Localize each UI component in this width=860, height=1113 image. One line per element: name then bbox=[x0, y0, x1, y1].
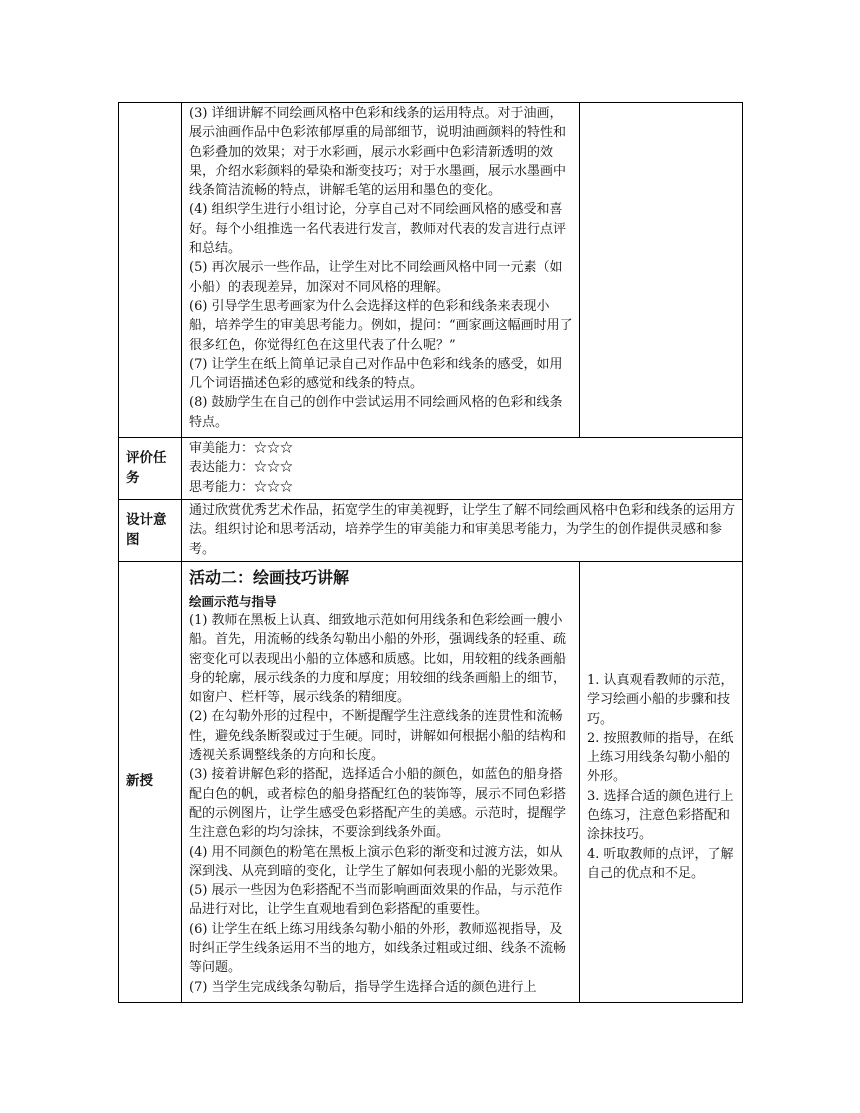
evaluation-item: 表达能力：☆☆☆ bbox=[189, 460, 294, 476]
new-lesson-label: 新授 bbox=[119, 562, 182, 1003]
lesson-plan-table bbox=[118, 102, 743, 1003]
student-step: 4. 听取教师的点评，了解自己的优点和不足。 bbox=[587, 846, 734, 881]
evaluation-cell bbox=[182, 438, 743, 500]
list-item: (7) 让学生在纸上简单记录自己对作品中色彩和线条的感受，如用几个词语描述色彩的感觉和线条的特点。 bbox=[189, 356, 563, 392]
list-item: (5) 再次展示一些作品，让学生对比不同绘画风格中同一元素（如小船）的表现差异，加深对不同风格的理解。 bbox=[189, 260, 563, 295]
list-item: (7) 当学生完成线条勾勒后，指导学生选择合适的颜色进行上 bbox=[189, 979, 537, 995]
table-row-design-intent bbox=[119, 500, 743, 562]
list-item: (2) 在勾勒外形的过程中，不断提醒学生注意线条的连贯性和流畅性，避免线条断裂或过于生硬。同时，讲解如何根据小船的结构和透视关系调整线条的方向和长度。 bbox=[189, 709, 567, 764]
evaluation-item: 思考能力：☆☆☆ bbox=[189, 479, 294, 495]
table-row-new-lesson bbox=[119, 562, 743, 1003]
list-item: (8) 鼓励学生在自己的创作中尝试运用不同绘画风格的色彩和线条特点。 bbox=[189, 395, 563, 430]
table-row-evaluation bbox=[119, 438, 743, 500]
design-intent-cell bbox=[182, 500, 743, 562]
list-item: (6) 让学生在纸上练习用线条勾勒小船的外形，教师巡视指导，及时纠正学生线条运用不当的地方，如线条过粗或过细、线条不流畅等问题。 bbox=[189, 921, 567, 976]
list-item: (4) 组织学生进行小组讨论，分享自己对不同绘画风格的感受和喜好。每个小组推选一名代表进行发言，教师对代表的发言进行点评和总结。 bbox=[189, 202, 567, 257]
activity-title: 活动二：绘画技巧讲解 bbox=[189, 568, 350, 587]
student-step: 2. 按照教师的指导，在纸上练习用线条勾勒小船的外形。 bbox=[587, 730, 734, 785]
evaluation-label: 评价任务 bbox=[119, 438, 182, 500]
list-item: (4) 用不同颜色的粉笔在黑板上演示色彩的渐变和过渡方法，如从深到浅、从亮到暗的变化，让学生了解如何表现小船的光影效果。 bbox=[189, 844, 567, 879]
list-item: (6) 引导学生思考画家为什么会选择这样的色彩和线条来表现小船，培养学生的审美思考能力。例如，提问：“画家画这幅画时用了很多红色，你觉得红色在这里代表了什么呢？” bbox=[189, 298, 573, 353]
evaluation-item: 审美能力：☆☆☆ bbox=[189, 441, 294, 456]
student-step: 1. 认真观看教师的示范，学习绘画小船的步骤和技巧。 bbox=[587, 673, 734, 727]
teacher-activity-cell bbox=[182, 562, 580, 1003]
list-item: (1) 教师在黑板上认真、细致地示范如何用线条和色彩绘画一艘小船。首先，用流畅的线条勾勒出小船的外形，强调线条的轻重、疏密变化可以表现出小船的立体感和质感。比如，用较粗的线条画船身的轮廓，展示线条的力度和厚度；用较细的线条画船上的细节，如窗户、栏杆等，展示线条的精细度。 bbox=[189, 613, 567, 706]
student-step: 3. 选择合适的颜色进行上色练习，注意色彩搭配和涂抹技巧。 bbox=[587, 788, 734, 843]
design-intent-label: 设计意图 bbox=[119, 500, 182, 562]
row-label bbox=[119, 103, 182, 438]
table-row-activity-one-continued bbox=[119, 103, 743, 438]
student-activity-cell bbox=[580, 562, 743, 1003]
student-activity-cell bbox=[580, 103, 743, 438]
list-item: (3) 详细讲解不同绘画风格中色彩和线条的运用特点。对于油画，展示油画作品中色彩浓郁厚重的局部细节，说明油画颜料的特性和色彩叠加的效果；对于水彩画，展示水彩画中色彩清新透明的效果，介绍水彩颜料的晕染和渐变技巧；对于水墨画，展示水墨画中线条简洁流畅的特点，讲解毛笔的运用和墨色的变化。 bbox=[189, 106, 567, 199]
teacher-activity-cell bbox=[182, 103, 580, 438]
design-intent-text: 通过欣赏优秀艺术作品，拓宽学生的审美视野，让学生了解不同绘画风格中色彩和线条的运用方法。组织讨论和思考活动，培养学生的审美能力和审美思考能力，为学生的创作提供灵感和参考。 bbox=[189, 503, 736, 557]
list-item: (5) 展示一些因为色彩搭配不当而影响画面效果的作品，与示范作品进行对比，让学生直观地看到色彩搭配的重要性。 bbox=[189, 883, 563, 918]
activity-subtitle: 绘画示范与指导 bbox=[189, 594, 277, 609]
list-item: (3) 接着讲解色彩的搭配，选择适合小船的颜色，如蓝色的船身搭配白色的帆，或者棕色的船身搭配红色的装饰等，展示不同色彩搭配的示例图片，让学生感受色彩搭配产生的美感。示范时，提醒学生注意色彩的均匀涂抹，不要涂到线条外面。 bbox=[189, 767, 567, 841]
